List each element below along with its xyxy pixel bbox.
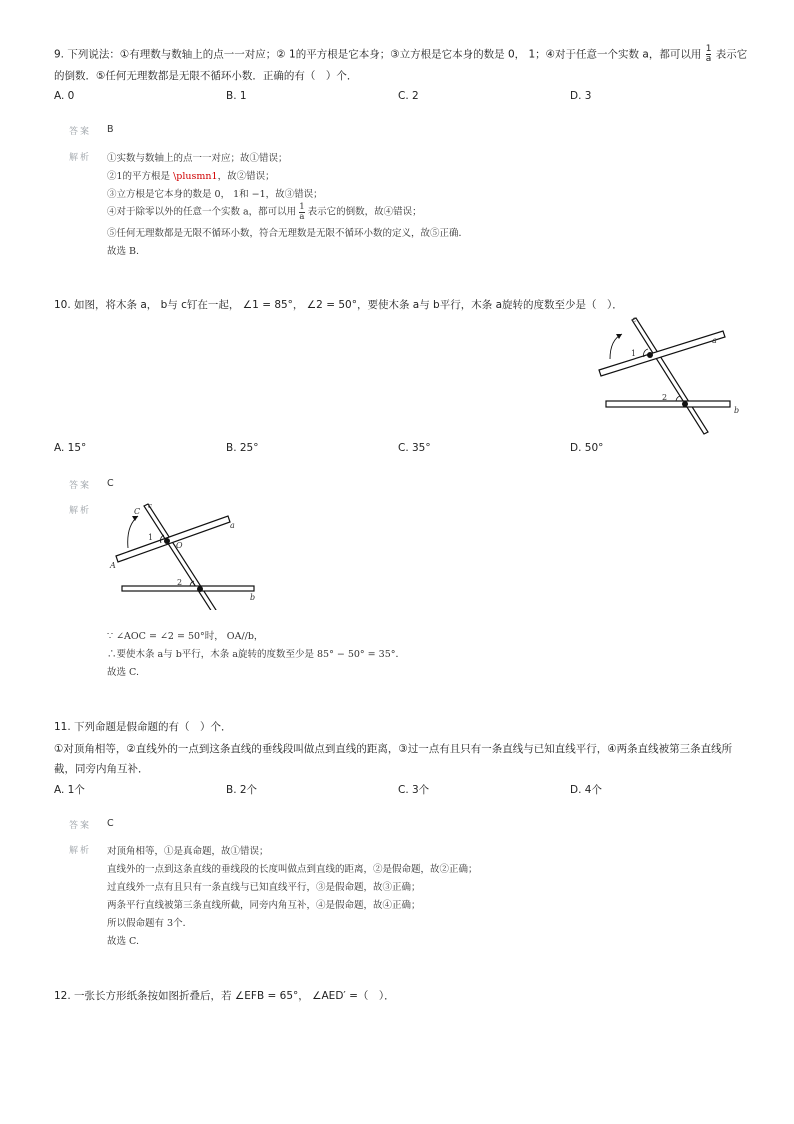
sol-stick-c xyxy=(144,504,216,610)
sol-label-O: O xyxy=(176,541,183,550)
q11-analysis-line3: 过直线外一点有且只有一条直线与已知直线平行，③是假命题，故③正确； xyxy=(107,882,421,893)
sol-rotation-arrow-head xyxy=(132,516,138,521)
sol-stick-a xyxy=(116,516,230,562)
nail-bottom xyxy=(682,401,688,407)
q11-answer-label: 答案 xyxy=(69,821,92,831)
q9-analysis-frac-num: 1 xyxy=(299,202,305,212)
sol-point-o xyxy=(164,538,170,544)
q9-frac-den: a xyxy=(705,54,712,64)
q9-option-a: A. 0 xyxy=(54,90,75,102)
q9-option-b: B. 1 xyxy=(226,90,247,102)
q11-stem: 11. 下列命题是假命题的有（ ）个． xyxy=(54,721,232,733)
q9-analysis-line4-start: ④对于除零以外的任意一个实数 a，都可以用 xyxy=(107,206,297,218)
q11-option-a: A. 1个 xyxy=(54,784,85,796)
sol-label-C: C xyxy=(134,507,141,516)
stick-a xyxy=(599,331,725,376)
q10-option-a: A. 15° xyxy=(54,442,87,454)
q9-analysis-line2-mid: 1的平方根是 xyxy=(116,171,174,182)
q9-analysis-line4 xyxy=(107,203,422,221)
label-b: b xyxy=(734,406,740,415)
q9-analysis-line1: ①实数与数轴上的点一一对应；故①错误； xyxy=(107,153,288,164)
label-c: c xyxy=(632,315,637,324)
q11-analysis-line2: 直线外的一点到这条直线的垂线段的长度叫做点到直线的距离，②是假命题，故②正确； xyxy=(107,864,478,875)
q9-analysis-line5: ⑤任何无理数都是无限不循环小数，符合无理数是无限不循环小数的定义，故⑤正确． xyxy=(107,228,469,239)
q11-analysis-line6: 故选 C. xyxy=(107,936,139,947)
q11-answer: C xyxy=(107,818,114,829)
sol-label-angle-1: 1 xyxy=(148,533,154,542)
q11-analysis-line1: 对顶角相等，①是真命题，故①错误； xyxy=(107,846,269,857)
q10-answer-label: 答案 xyxy=(69,481,92,491)
nail-top xyxy=(647,352,653,358)
rotation-arrow xyxy=(610,334,622,359)
sol-label-A: A xyxy=(110,561,116,570)
sol-label-b: b xyxy=(250,593,256,602)
q9-analysis-label: 解析 xyxy=(69,153,92,163)
sol-label-a: a xyxy=(230,521,235,530)
q9-answer: B xyxy=(107,124,114,135)
stick-c xyxy=(632,318,708,434)
q11-analysis-line5: 所以假命题有 3个． xyxy=(107,918,193,929)
q9-analysis-line4-end: 表示它的倒数，故④错误； xyxy=(307,206,422,218)
sol-nail-bottom xyxy=(197,586,203,592)
q10-analysis-line1: ∵ ∠AOC = ∠2 = 50°时， OA//b， xyxy=(107,631,264,642)
q9-analysis-line6: 故选 B. xyxy=(107,246,140,257)
q10-option-c: C. 35° xyxy=(398,442,431,454)
q9-stem-text-end: 表示它 xyxy=(715,48,748,61)
q9-analysis-line3: ③立方根是它本身的数是 0， 1和 −1，故③错误； xyxy=(107,189,323,200)
q11-option-b: B. 2个 xyxy=(226,784,258,796)
q9-option-c: C. 2 xyxy=(398,90,419,102)
q9-stem-line2: 的倒数．⑤任何无理数都是无限不循环小数．正确的有（ ）个． xyxy=(54,70,358,82)
label-angle-2: 2 xyxy=(662,393,668,402)
q9-analysis-fraction xyxy=(299,203,304,221)
q10-stem: 10. 如图，将木条 a， b与 c钉在一起， ∠1 = 85°， ∠2 = 50°，要使木条 a与 b平行，木条 a旋转的度数至少是（ ）． xyxy=(54,299,623,311)
q9-analysis-line2-start: ② xyxy=(107,171,117,182)
sol-label-c: c xyxy=(148,502,152,510)
q9-stem-line1 xyxy=(54,45,747,64)
q10-figure xyxy=(596,312,746,437)
q9-analysis-line2 xyxy=(107,168,275,182)
angle-2-arc xyxy=(676,396,680,401)
q10-solution-figure xyxy=(106,500,262,610)
label-a: a xyxy=(712,336,717,345)
q11-option-d: D. 4个 xyxy=(570,784,602,796)
q11-stem-line2: ①对顶角相等，②直线外的一点到这条直线的垂线段叫做点到直线的距离，③过一点有且只有一条直线与已知直线平行，④两条直线被第三条直线所 xyxy=(54,743,733,755)
q11-option-c: C. 3个 xyxy=(398,784,430,796)
q9-frac-num: 1 xyxy=(705,44,712,54)
q9-analysis-plusmn: \plusmn1 xyxy=(173,171,218,182)
q12-stem: 12. 一张长方形纸条按如图折叠后，若 ∠EFB = 65°， ∠AED′ =（ ）． xyxy=(54,990,395,1002)
q9-answer-label: 答案 xyxy=(69,127,92,137)
q10-option-b: B. 25° xyxy=(226,442,259,454)
q9-stem-text: 9. 下列说法：①有理数与数轴上的点一一对应；② 1的平方根是它本身；③立方根是它本身的数是 0， 1；④对于任意一个实数 a，都可以用 xyxy=(54,48,702,61)
q11-analysis-line4: 两条平行直线被第三条直线所截，同旁内角互补，④是假命题，故④正确； xyxy=(107,900,421,911)
q9-analysis-frac-den: a xyxy=(299,211,305,222)
q10-option-d: D. 50° xyxy=(570,442,604,454)
q11-stem-line3: 截，同旁内角互补． xyxy=(54,763,149,775)
q9-fraction xyxy=(706,45,712,64)
sol-rotation-arrow xyxy=(128,516,138,548)
label-angle-1: 1 xyxy=(631,349,637,358)
sol-stick-b xyxy=(122,586,254,591)
q10-analysis-label: 解析 xyxy=(69,506,92,516)
sol-label-angle-2: 2 xyxy=(177,578,183,587)
q9-analysis-line2-end: ，故②错误； xyxy=(217,171,275,182)
q10-analysis-line3: 故选 C. xyxy=(107,667,139,678)
stick-b xyxy=(606,401,730,407)
q10-answer: C xyxy=(107,478,114,489)
q9-option-d: D. 3 xyxy=(570,90,592,102)
q11-analysis-label: 解析 xyxy=(69,846,92,856)
q10-analysis-line2: ∴要使木条 a与 b平行，木条 a旋转的度数至少是 85° − 50° = 35°． xyxy=(107,649,406,660)
